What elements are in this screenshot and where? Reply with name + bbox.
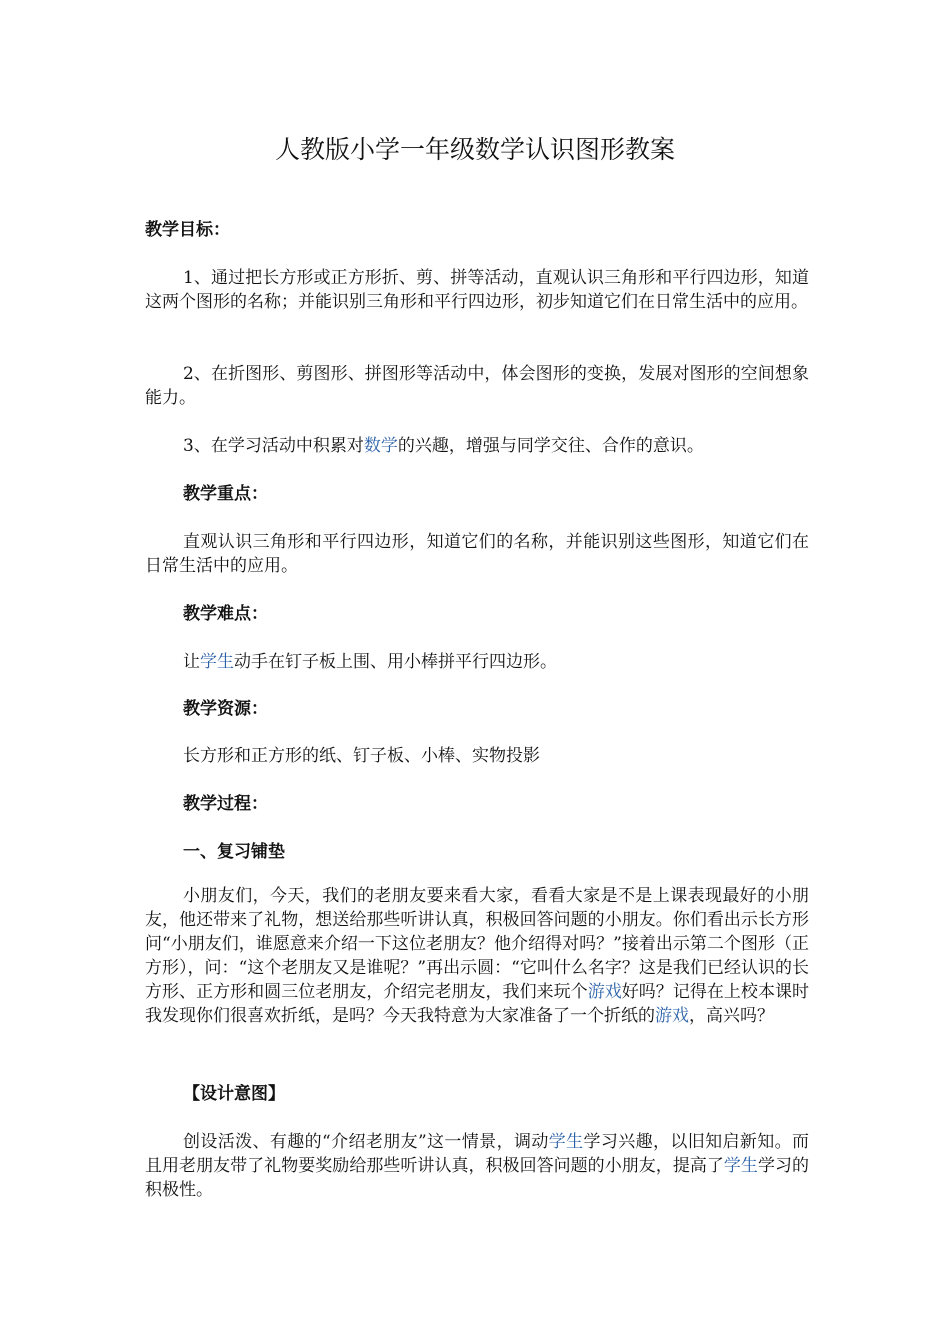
design-paragraph	[145, 1130, 809, 1202]
objectives-heading: 教学目标：	[145, 220, 230, 240]
student-link-2[interactable]: 学生	[548, 1132, 584, 1152]
key-points-text: 直观认识三角形和平行四边形，知道它们的名称，并能识别这些图形，知道它们在日常生活中的应用。	[145, 532, 809, 576]
math-link[interactable]: 数学	[363, 436, 398, 456]
difficulties-text-b: 动手在钉子板上围、用小棒拼平行四边形。	[234, 652, 557, 672]
section-1-heading: 一、复习铺垫	[183, 842, 285, 862]
section-1-text-b: 好吗？记得在上校本课时我发现你们很喜欢折纸，是吗？今天我特意为大家准备了一个折纸的	[145, 982, 810, 1026]
key-points-heading: 教学重点：	[183, 484, 268, 504]
objective-2: 2、在折图形、剪图形、拼图形等活动中，体会图形的变换，发展对图形的空间想象能力。	[145, 364, 809, 408]
section-1-paragraph	[145, 884, 809, 1028]
section-1-text-c: ，高兴吗？	[689, 1006, 774, 1026]
resources-heading: 教学资源：	[183, 699, 268, 719]
objective-3	[145, 434, 809, 458]
difficulties-heading: 教学难点：	[183, 604, 268, 624]
game-link-1[interactable]: 游戏	[587, 982, 622, 1002]
objective-3-text-a: 3、在学习活动中积累对	[183, 436, 364, 456]
game-link-2[interactable]: 游戏	[655, 1006, 689, 1026]
section-1-text-a: 小朋友们，今天，我们的老朋友要来看大家，看看大家是不是上课表现最好的小朋友，他还带来了礼物，想送给那些听讲认真，积极回答问题的小朋友。你们看出示长方形问“小朋友们，谁愿意来介绍一下这位老朋友？他介绍得对吗？”接着出示第二个图形（正方形），问：“这个老朋友又是谁呢？”再出示圆：“它叫什么名字？这是我们已经认识的长方形、正方形和圆三位老朋友，介绍完老朋友，我们来玩个	[145, 886, 809, 1002]
resources-text: 长方形和正方形的纸、钉子板、小棒、实物投影	[183, 746, 540, 766]
design-text-b: 学习兴趣，以旧知启新知。而且用老朋友带了礼物要奖励给那些听讲认真，积极回答问题的小朋友，提高了	[145, 1132, 810, 1176]
design-heading: 【设计意图】	[183, 1084, 285, 1104]
design-text-c: 学习的积极性。	[145, 1156, 810, 1200]
process-heading: 教学过程：	[183, 794, 268, 814]
difficulties-text	[145, 650, 809, 674]
student-link[interactable]: 学生	[200, 652, 234, 672]
student-link-3[interactable]: 学生	[723, 1156, 758, 1176]
design-text-a: 创设活泼、有趣的“介绍老朋友”这一情景，调动	[183, 1132, 549, 1152]
difficulties-text-a: 让	[183, 652, 200, 672]
document-title: 人教版小学一年级数学认识图形教案	[274, 135, 675, 164]
objective-3-text-b: 的兴趣，增强与同学交往、合作的意识。	[397, 436, 704, 456]
objective-1: 1、通过把长方形或正方形折、剪、拼等活动，直观认识三角形和平行四边形，知道这两个图形的名称；并能识别三角形和平行四边形，初步知道它们在日常生活中的应用。	[145, 268, 809, 312]
